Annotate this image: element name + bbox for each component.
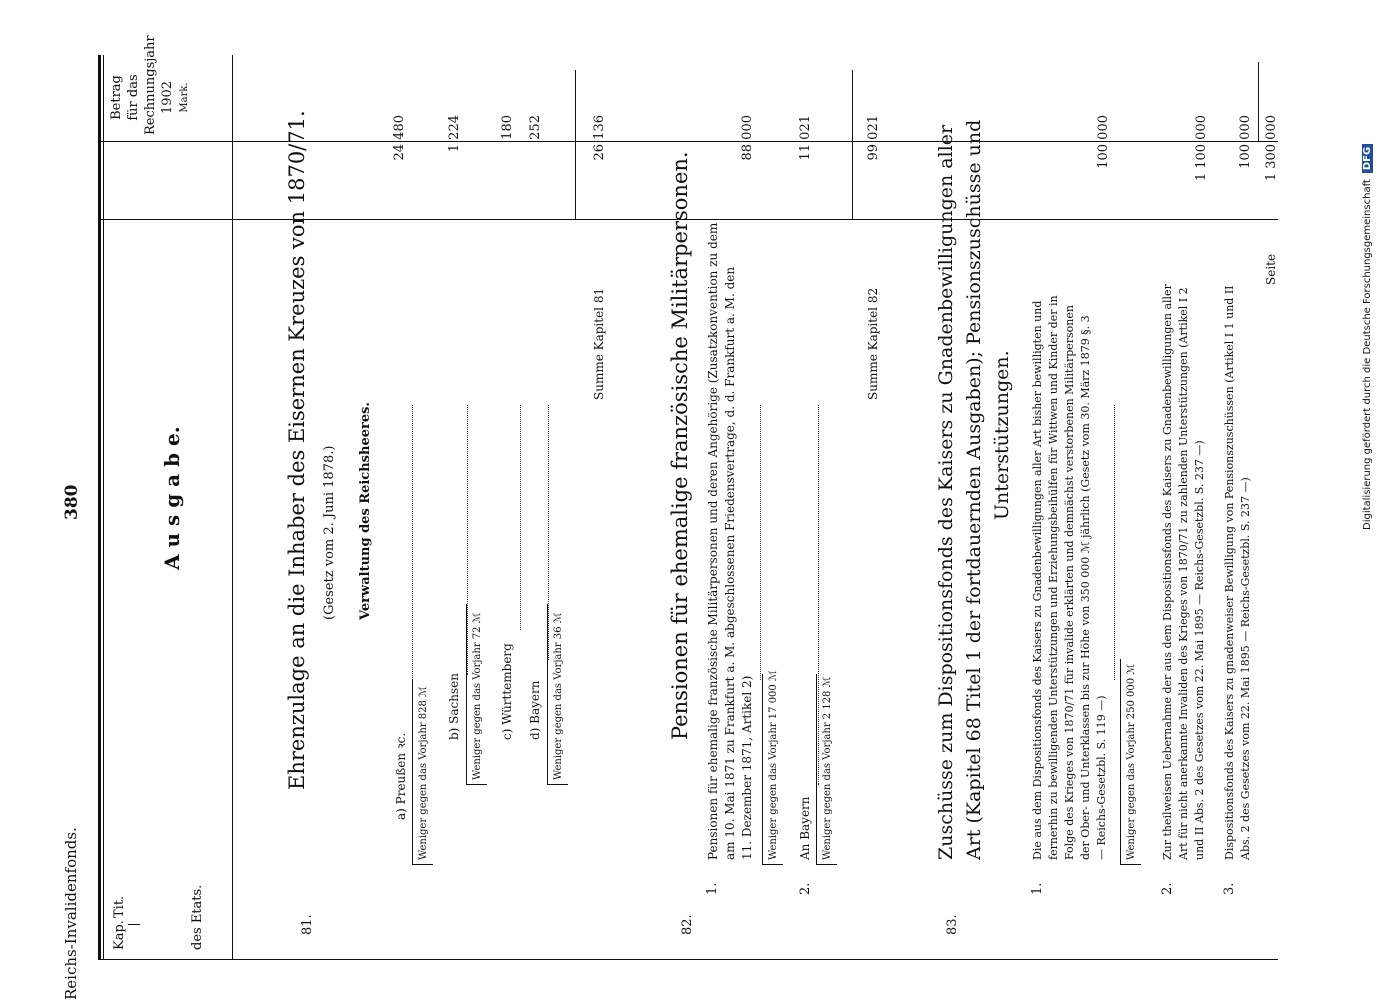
kap-81-item-note: Weniger gegen das Vorjahr 828 ℳ — [418, 686, 429, 860]
kap-81-item-amount: 24 480 — [392, 115, 407, 161]
kap-81-sum-label: Summe Kapitel 81 — [592, 287, 606, 400]
text-line: und II Abs. 2 des Gesetzes vom 22. Mai 1895 — Reichs-Gesetzbl. S. 237 —) — [1193, 440, 1206, 860]
kap-83-item-amount: 100 000 — [1238, 115, 1253, 169]
kap-82-item-note: Weniger gegen das Vorjahr 17 000 ℳ — [768, 670, 779, 860]
leader-dots — [506, 405, 525, 630]
text-line: Die aus dem Dispositionsfonds des Kaisers zu Gnadenbewilligungen aller Art bisher bewilligten und — [1031, 300, 1044, 860]
title-line: Unterstützungen. — [991, 350, 1013, 520]
kap-81-item-label: a) Preußen ꝛc. — [394, 732, 408, 820]
kap-82-number: 82. — [680, 914, 695, 935]
column-rule-kap — [98, 959, 1278, 960]
header-mark: Mark. — [179, 82, 190, 113]
title-line: Art (Kapitel 68 Titel 1 der fortdauernden Ausgaben); Pensionszuschüsse und — [963, 119, 985, 860]
header-des-etats: des Etats. — [190, 884, 205, 950]
running-title: Reichs-Invalidenfonds. — [62, 827, 80, 1000]
kap-82-tit: 1. — [705, 882, 720, 895]
text-line: Art für nicht anerkannte Invaliden des Krieges von 1870/71 zu zahlenden Unterstützungen (Artikel I 2 — [1177, 287, 1190, 860]
kap-81-item-label: c) Württemberg — [500, 643, 514, 740]
total-rule — [1258, 62, 1259, 142]
text-line: Dispositionsfonds des Kaisers zu gnadenweiser Bewilligung von Pensionszuschüssen (Artikel I 1 und II — [1223, 285, 1236, 860]
kap-81-item-note: Weniger gegen das Vorjahr 72 ℳ — [472, 612, 483, 780]
kap-81-number: 81. — [300, 914, 315, 935]
note-bracket — [762, 674, 783, 865]
header-tit: Tit. — [112, 895, 127, 918]
kap-82-item-amount: 11 021 — [798, 115, 813, 161]
kap-81-item-label: b) Sachsen — [447, 673, 461, 740]
header-kap: Kap. — [112, 920, 127, 950]
header-rule-top — [98, 55, 101, 960]
kap-83-tit: 1. — [1030, 882, 1045, 895]
credit-text: Digitalisierung gefördert durch die Deutsche Forschungsgemeinschaft — [1362, 179, 1373, 530]
sum-rule — [852, 70, 853, 220]
header-betrag-line: Betrag — [109, 75, 124, 120]
text-line: fernerhin zu bewilligenden Unterstützungen und Erziehungsbeihülfen für Wittwen und Kinder der in — [1047, 295, 1060, 860]
header-betrag-line: Rechnungsjahr — [143, 35, 158, 135]
kap-83-number: 83. — [945, 914, 960, 935]
page-total-label: Seite — [1264, 253, 1278, 285]
text-line: 11. Dezember 1871, Artikel 2) — [740, 675, 754, 860]
kap-83-tit: 2. — [1160, 882, 1175, 895]
kap-82-item-amount: 88 000 — [740, 115, 755, 161]
text-line: Abs. 2 des Gesetzes vom 22. Mai 1895 — Reichs-Gesetzbl. S. 237 —) — [1239, 477, 1252, 860]
text-line: Folge des Krieges von 1870/71 für invalide erklärten und demnächst verstorbenen Militärpersonen — [1063, 305, 1076, 860]
page-total: 1 300 000 — [1264, 115, 1279, 182]
kap-83-item-text — [1160, 284, 1208, 860]
kap-83-tit: 3. — [1222, 882, 1237, 895]
header-rule-top-thin — [103, 55, 104, 960]
text-line: Zur theilweisen Uebernahme der aus dem Dispositionsfonds des Kaisers zu Gnadenbewilligungen aller — [1161, 284, 1174, 860]
kap-83-item-amount: 100 000 — [1096, 115, 1111, 169]
kap-81-title: Ehrenzulage an die Inhaber des Eisernen Kreuzes von 1870/71. — [285, 110, 309, 790]
text-line: Pensionen für ehemalige französische Militärpersonen und deren Angehörige (Zusatzkonvention zu dem — [706, 222, 720, 860]
text-line: — Reichs-Gesetzbl. S. 119 —) — [1095, 695, 1108, 860]
text-line: am 10. Mai 1871 zu Frankfurt a. M. abgeschlossenen Friedensvertrage, d. d. Frankfurt a. M. den — [723, 266, 737, 860]
kap-83-item-text — [1222, 285, 1254, 860]
header-divider — [128, 924, 140, 925]
page-number: 380 — [62, 484, 82, 520]
kap-81-item-amount: 180 — [500, 115, 515, 140]
kap-83-title — [932, 120, 1016, 860]
kap-82-item-text: An Bayern — [798, 796, 812, 860]
kap-81-admin: Verwaltung des Reichsheeres. — [358, 402, 373, 620]
kap-81-item-amount: 1 224 — [447, 115, 462, 153]
kap-81-item-amount: 252 — [528, 115, 543, 140]
leader-dots — [1100, 405, 1119, 680]
header-betrag-line: für das — [126, 74, 141, 121]
header-rule-bottom — [232, 55, 233, 960]
kap-82-sum: 99 021 — [866, 115, 881, 161]
kap-83-item-note: Weniger gegen das Vorjahr 250 000 ℳ — [1126, 663, 1137, 860]
leader-dots — [746, 405, 765, 680]
title-line: Zuschüsse zum Dispositionsfonds des Kaisers zu Gnadenbewilligungen aller — [935, 124, 957, 860]
kap-82-item-note: Weniger gegen das Vorjahr 2 128 ℳ — [822, 676, 833, 860]
header-betrag — [108, 35, 193, 135]
kap-83-item-amount: 1 100 000 — [1194, 115, 1209, 182]
kap-81-item-label: d) Bayern — [528, 680, 542, 740]
note-bracket — [816, 674, 837, 865]
note-bracket — [1120, 659, 1141, 865]
header-betrag-line: 1902 — [160, 80, 175, 115]
digitization-credit — [1362, 144, 1373, 530]
section-title: A u s g a b e. — [160, 426, 184, 570]
sum-rule — [575, 70, 576, 220]
kap-81-item-note: Weniger gegen das Vorjahr 36 ℳ — [553, 612, 564, 780]
text-line: der Ober- und Unterklassen bis zur Höhe von 350 000 ℳ jährlich (Gesetz vom 30. März 1879 §. 3 — [1079, 315, 1092, 860]
kap-83-item-text — [1030, 295, 1110, 860]
kap-82-title: Pensionen für ehemalige französische Militärpersonen. — [668, 151, 692, 740]
kap-82-tit: 2. — [798, 882, 813, 895]
kap-81-sum: 26 136 — [592, 115, 607, 161]
dfg-logo: DFG — [1362, 144, 1373, 173]
note-bracket — [412, 679, 433, 865]
kap-81-subtitle: (Gesetz vom 2. Juni 1878.) — [322, 445, 337, 620]
note-bracket — [466, 604, 487, 785]
kap-82-sum-label: Summe Kapitel 82 — [866, 287, 880, 400]
leader-dots — [398, 405, 417, 700]
note-bracket — [547, 604, 568, 785]
